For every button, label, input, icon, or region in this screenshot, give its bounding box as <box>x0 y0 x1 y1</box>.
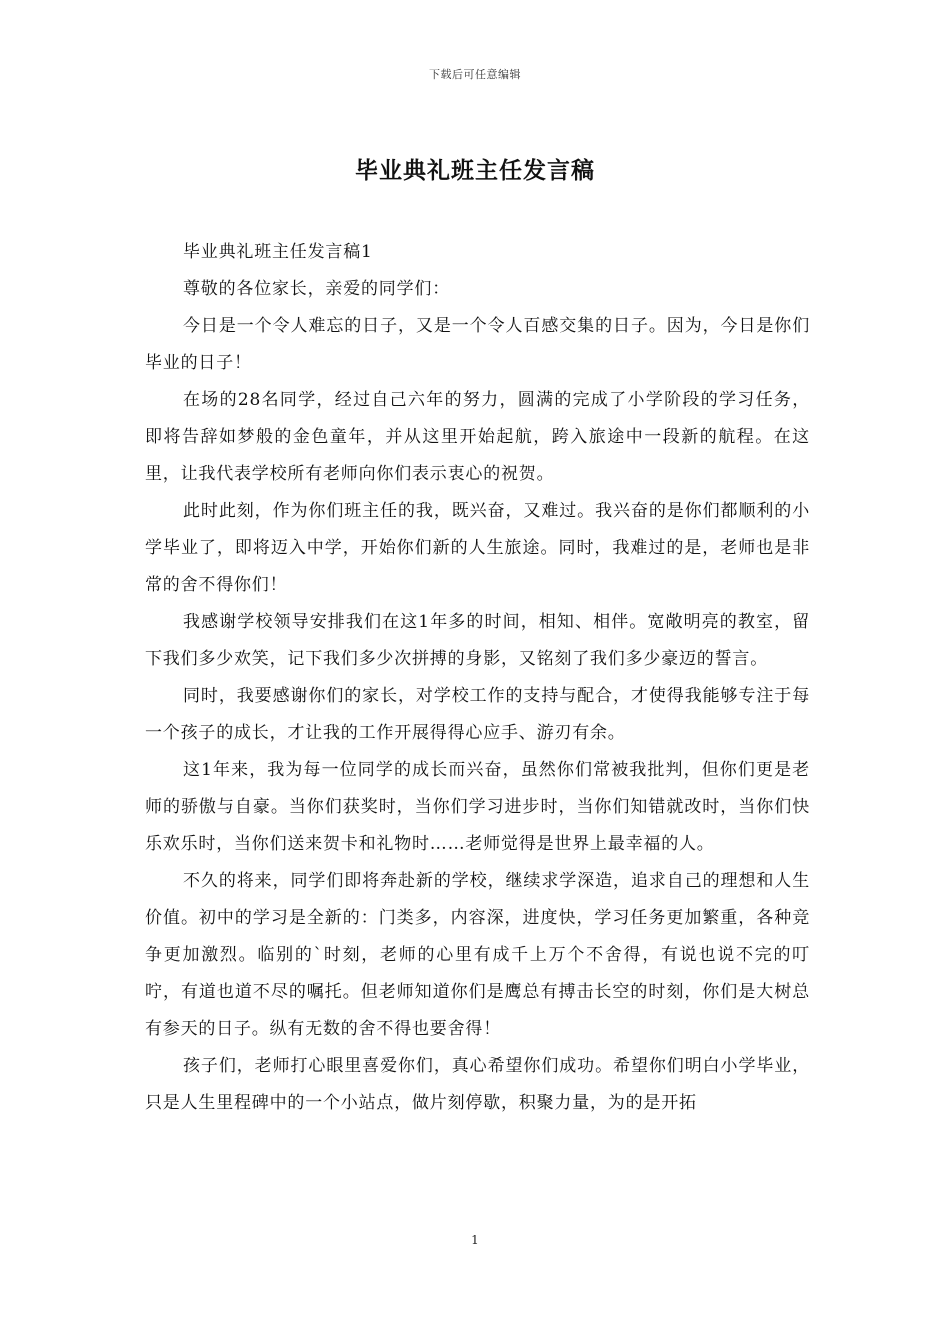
paragraph: 今日是一个令人难忘的日子，又是一个令人百感交集的日子。因为，今日是你们毕业的日子！ <box>145 316 810 373</box>
document-title: 毕业典礼班主任发言稿 <box>355 157 595 184</box>
paragraph-salutation: 尊敬的各位家长，亲爱的同学们： <box>183 279 450 299</box>
paragraph: 此时此刻，作为你们班主任的我，既兴奋，又难过。我兴奋的是你们都顺利的小学毕业了，即将迈入中学，开始你们新的人生旅途。同时，我难过的是，老师也是非常的舍不得你们！ <box>145 501 810 595</box>
paragraph-subtitle: 毕业典礼班主任发言稿1 <box>183 242 373 262</box>
paragraph: 孩子们，老师打心眼里喜爱你们，真心希望你们成功。希望你们明白小学毕业，只是人生里程碑中的一个小站点，做片刻停歇，积聚力量，为的是开拓 <box>145 1056 810 1113</box>
paragraph: 在场的28名同学，经过自己六年的努力，圆满的完成了小学阶段的学习任务，即将告辞如梦般的金色童年，并从这里开始起航，跨入旅途中一段新的航程。在这里，让我代表学校所有老师向你们表示衷心的祝贺。 <box>145 390 810 484</box>
header-note: 下载后可任意编辑 <box>429 68 521 81</box>
paragraph: 这1年来，我为每一位同学的成长而兴奋，虽然你们常被我批判，但你们更是老师的骄傲与自豪。当你们获奖时，当你们学习进步时，当你们知错就改时，当你们快乐欢乐时，当你们送来贺卡和礼物时……老师觉得是世界上最幸福的人。 <box>145 760 810 854</box>
paragraph: 同时，我要感谢你们的家长，对学校工作的支持与配合，才使得我能够专注于每一个孩子的成长，才让我的工作开展得得心应手、游刃有余。 <box>145 686 810 743</box>
paragraph: 我感谢学校领导安排我们在这1年多的时间，相知、相伴。宽敞明亮的教室，留下我们多少欢笑，记下我们多少次拼搏的身影，又铭刻了我们多少豪迈的誓言。 <box>145 612 810 669</box>
paragraph: 不久的将来，同学们即将奔赴新的学校，继续求学深造，追求自己的理想和人生价值。初中的学习是全新的：门类多，内容深，进度快，学习任务更加繁重，各种竞争更加激烈。临别的`时刻，老师的心里有成千上万个不舍得，有说也说不完的叮咛，有道也道不尽的嘱托。但老师知道你们是鹰总有搏击长空的时刻，你们是大树总有参天的日子。纵有无数的舍不得也要舍得！ <box>145 871 810 1039</box>
document-body <box>145 234 810 1122</box>
page-number: 1 <box>471 1233 479 1247</box>
